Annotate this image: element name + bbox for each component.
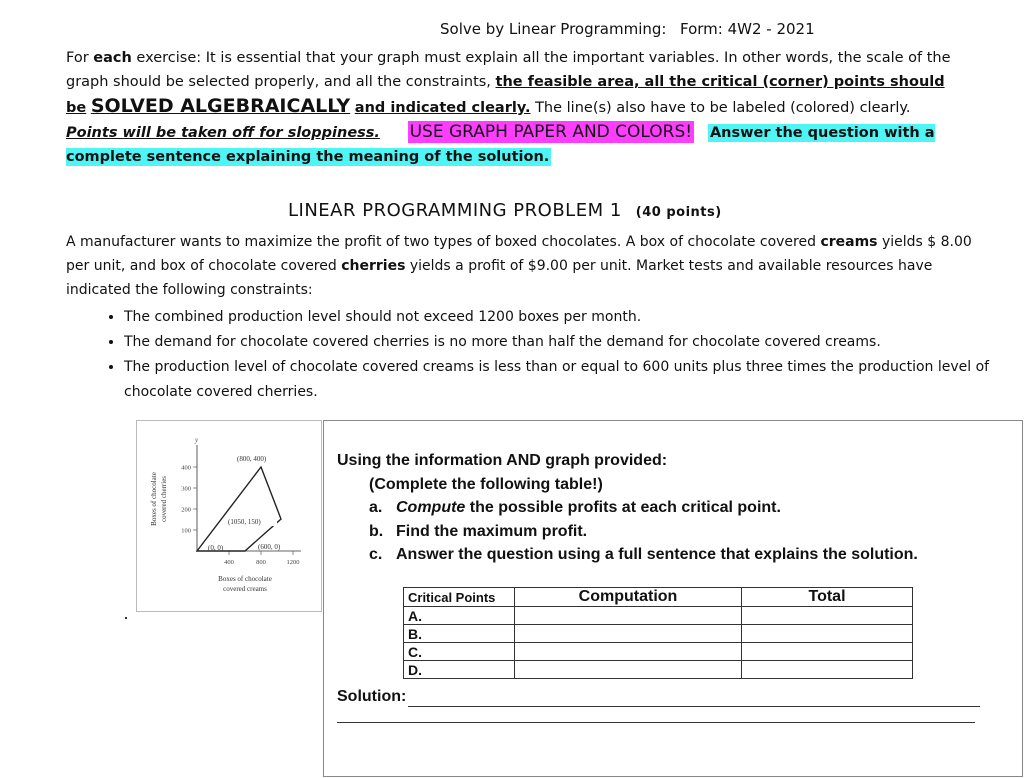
- x-axis-label: Boxes of chocolate: [218, 575, 272, 583]
- solution-label: Solution:: [337, 688, 407, 705]
- point-label: (0, 0): [208, 544, 224, 552]
- y-axis-label: covered cherries: [160, 475, 168, 523]
- table-row: [404, 625, 913, 643]
- task-item: c. Answer the question using a full sentence that explains the solution.: [369, 546, 918, 563]
- stray-mark: [125, 617, 127, 619]
- point-label: (1050, 150): [228, 518, 261, 526]
- table-row: [404, 643, 913, 661]
- point-label: (800, 400): [237, 455, 267, 463]
- graph-svg: [137, 421, 321, 611]
- constraint-item: • The production level of chocolate covered creams is less than or equal to 600 units plus three times the production level of chocolate covered cherries.: [124, 355, 1004, 405]
- point-label: (600, 0): [258, 543, 281, 551]
- answer-highlight: Answer the question with a complete sentence explaining the meaning of the solution.: [66, 125, 935, 165]
- task-item: b. Find the maximum profit.: [369, 522, 588, 540]
- header: [0, 20, 1024, 42]
- table-row: [404, 607, 913, 625]
- total-cell[interactable]: [742, 661, 913, 679]
- x-tick-label: 800: [256, 559, 266, 566]
- task-instructions: [337, 449, 918, 567]
- table-row: [404, 661, 913, 679]
- instructions: For each exercise: It is essential that your graph must explain all the important variables. In other words, the scale of the graph should be selected properly, and all the constraints, the feasible area, all the critical (corner) points should be SOLVED ALGEBRAICALLY and indicated clearly. The line(s) also have to be labeled (colored) clearly. Points will be taken off for sloppiness. USE GRAPH PAPER AND COLORS! Answer the question with a complete sentence explaining the meaning of the solution.: [66, 50, 951, 165]
- computation-cell[interactable]: [515, 625, 742, 643]
- problem-text: A manufacturer wants to maximize the profit of two types of boxed chocolates. A box of chocolate covered creams yields $ 8.00 per unit, and box of chocolate covered cherries yields a profit of $9.00 per unit. Market tests and available resources have indicated the following constraints:: [66, 234, 972, 298]
- x-axis-label: covered creams: [223, 585, 267, 593]
- task-heading: Using the information AND graph provided:: [337, 452, 668, 469]
- y-axis-label: Boxes of chocolate: [150, 472, 158, 526]
- total-cell[interactable]: [742, 643, 913, 661]
- task-item: a. Compute the possible profits at each critical point.: [369, 499, 781, 516]
- y-tick-label: 300: [181, 485, 191, 493]
- y-tick-label: 200: [181, 506, 191, 514]
- row-label: B.: [404, 625, 515, 643]
- solved-algebraically: SOLVED ALGEBRAICALLY: [90, 95, 351, 117]
- y-tick-label: 400: [181, 464, 191, 472]
- constraint-item: • The combined production level should not exceed 1200 boxes per month.: [124, 305, 1004, 330]
- computation-cell[interactable]: [515, 661, 742, 679]
- table-header-row: [404, 588, 913, 607]
- form-code: Form: 4W2 - 2021: [680, 20, 815, 38]
- row-label: D.: [404, 661, 515, 679]
- critical-points-table: [403, 587, 913, 679]
- solution-line[interactable]: [337, 722, 975, 723]
- constraint-list: [88, 305, 1004, 405]
- row-label: A.: [404, 607, 515, 625]
- computation-cell[interactable]: [515, 643, 742, 661]
- constraint-item: • The demand for chocolate covered cherries is no more than half the demand for chocolate covered creams.: [124, 330, 1004, 355]
- solution-line[interactable]: [408, 706, 980, 707]
- worksheet-title: Solve by Linear Programming:: [440, 20, 667, 38]
- computation-cell[interactable]: [515, 607, 742, 625]
- problem-title: LINEAR PROGRAMMING PROBLEM 1 (40 points): [288, 200, 722, 221]
- column-header: Total: [742, 588, 913, 607]
- column-header: Computation: [515, 588, 742, 607]
- row-label: C.: [404, 643, 515, 661]
- total-cell[interactable]: [742, 607, 913, 625]
- y-axis-letter: y: [195, 436, 199, 444]
- column-header: Critical Points: [404, 588, 515, 607]
- x-tick-label: 1200: [286, 559, 300, 566]
- x-tick-label: 400: [224, 559, 234, 566]
- feasible-region-graph: [136, 420, 322, 612]
- total-cell[interactable]: [742, 625, 913, 643]
- graph-paper-highlight: USE GRAPH PAPER AND COLORS!: [409, 122, 693, 142]
- y-tick-label: 100: [181, 527, 191, 535]
- task-subheading: (Complete the following table!): [369, 475, 603, 493]
- feasible-region: [197, 467, 281, 551]
